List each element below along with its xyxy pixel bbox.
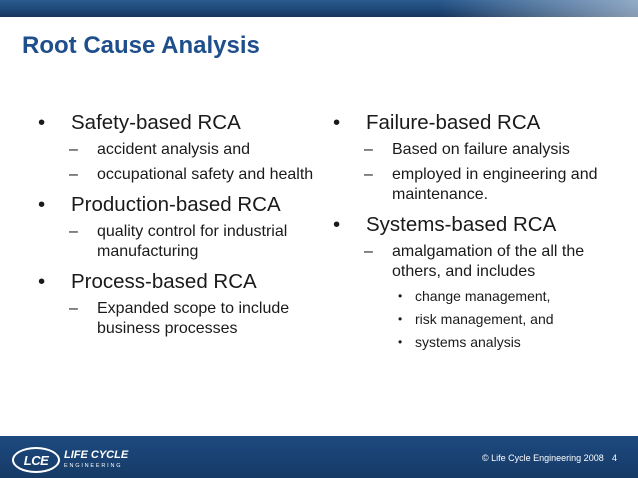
right-column [333,108,623,351]
bullet-text: Process-based RCA [71,270,257,293]
top-header-band [0,0,638,17]
page-number: 4 [612,453,618,463]
subitem-text: accident analysis and [97,141,250,158]
subsubitem-systems-analysis [333,333,623,351]
subsubitem-risk-management [333,310,623,328]
bullet-text: Production-based RCA [71,193,281,216]
dash-marker: – [364,141,373,158]
subitem-text: Expanded scope to include business processes [97,300,290,337]
bullet-production-based-rca [38,193,318,217]
bullet-marker: • [398,335,403,349]
left-column [38,108,318,339]
bullet-failure-based-rca [333,111,623,135]
subitem-text: Based on failure analysis [392,141,570,158]
logo-name: LIFE CYCLE [64,449,129,462]
bullet-text: Systems-based RCA [366,213,557,236]
subsubitem-text: systems analysis [415,334,521,350]
bullet-marker: • [333,213,341,236]
bullet-process-based-rca [38,270,318,294]
bullet-marker: • [38,193,46,216]
bullet-marker: • [38,270,46,293]
copyright-text: © Life Cycle Engineering 2008 [482,453,604,463]
subitem-expanded-scope [38,299,318,339]
bullet-marker: • [38,111,46,134]
bullet-marker: • [398,312,403,326]
subitem-accident-analysis [38,140,318,160]
subsubitem-text: risk management, and [415,311,554,327]
slide-title: Root Cause Analysis [22,32,260,59]
logo-wordmark [64,450,128,470]
subitem-engineering-maintenance [333,165,623,205]
subsubitem-change-management [333,287,623,305]
subitem-amalgamation [333,242,623,282]
dash-marker: – [364,243,373,260]
bullet-text: Failure-based RCA [366,111,541,134]
dash-marker: – [69,141,78,158]
subitem-text: employed in engineering and maintenance. [392,166,598,203]
subitem-text: amalgamation of the all the others, and includes [392,243,585,280]
subitem-failure-analysis [333,140,623,160]
company-logo [12,447,128,473]
subitem-text: quality control for industrial manufacturing [97,223,288,260]
dash-marker: – [69,223,78,240]
subsubitem-text: change management, [415,288,551,304]
logo-initials: LCE [12,447,60,473]
bullet-safety-based-rca [38,111,318,135]
dash-marker: – [364,166,373,183]
bullet-systems-based-rca [333,213,623,237]
bullet-marker: • [333,111,341,134]
subitem-text: occupational safety and health [97,166,314,183]
subitem-quality-control [38,222,318,262]
dash-marker: – [69,166,78,183]
bullet-marker: • [398,289,403,303]
dash-marker: – [69,300,78,317]
subitem-occupational-safety [38,165,318,185]
bullet-text: Safety-based RCA [71,111,241,134]
logo-tagline: ENGINEERING [64,463,123,470]
